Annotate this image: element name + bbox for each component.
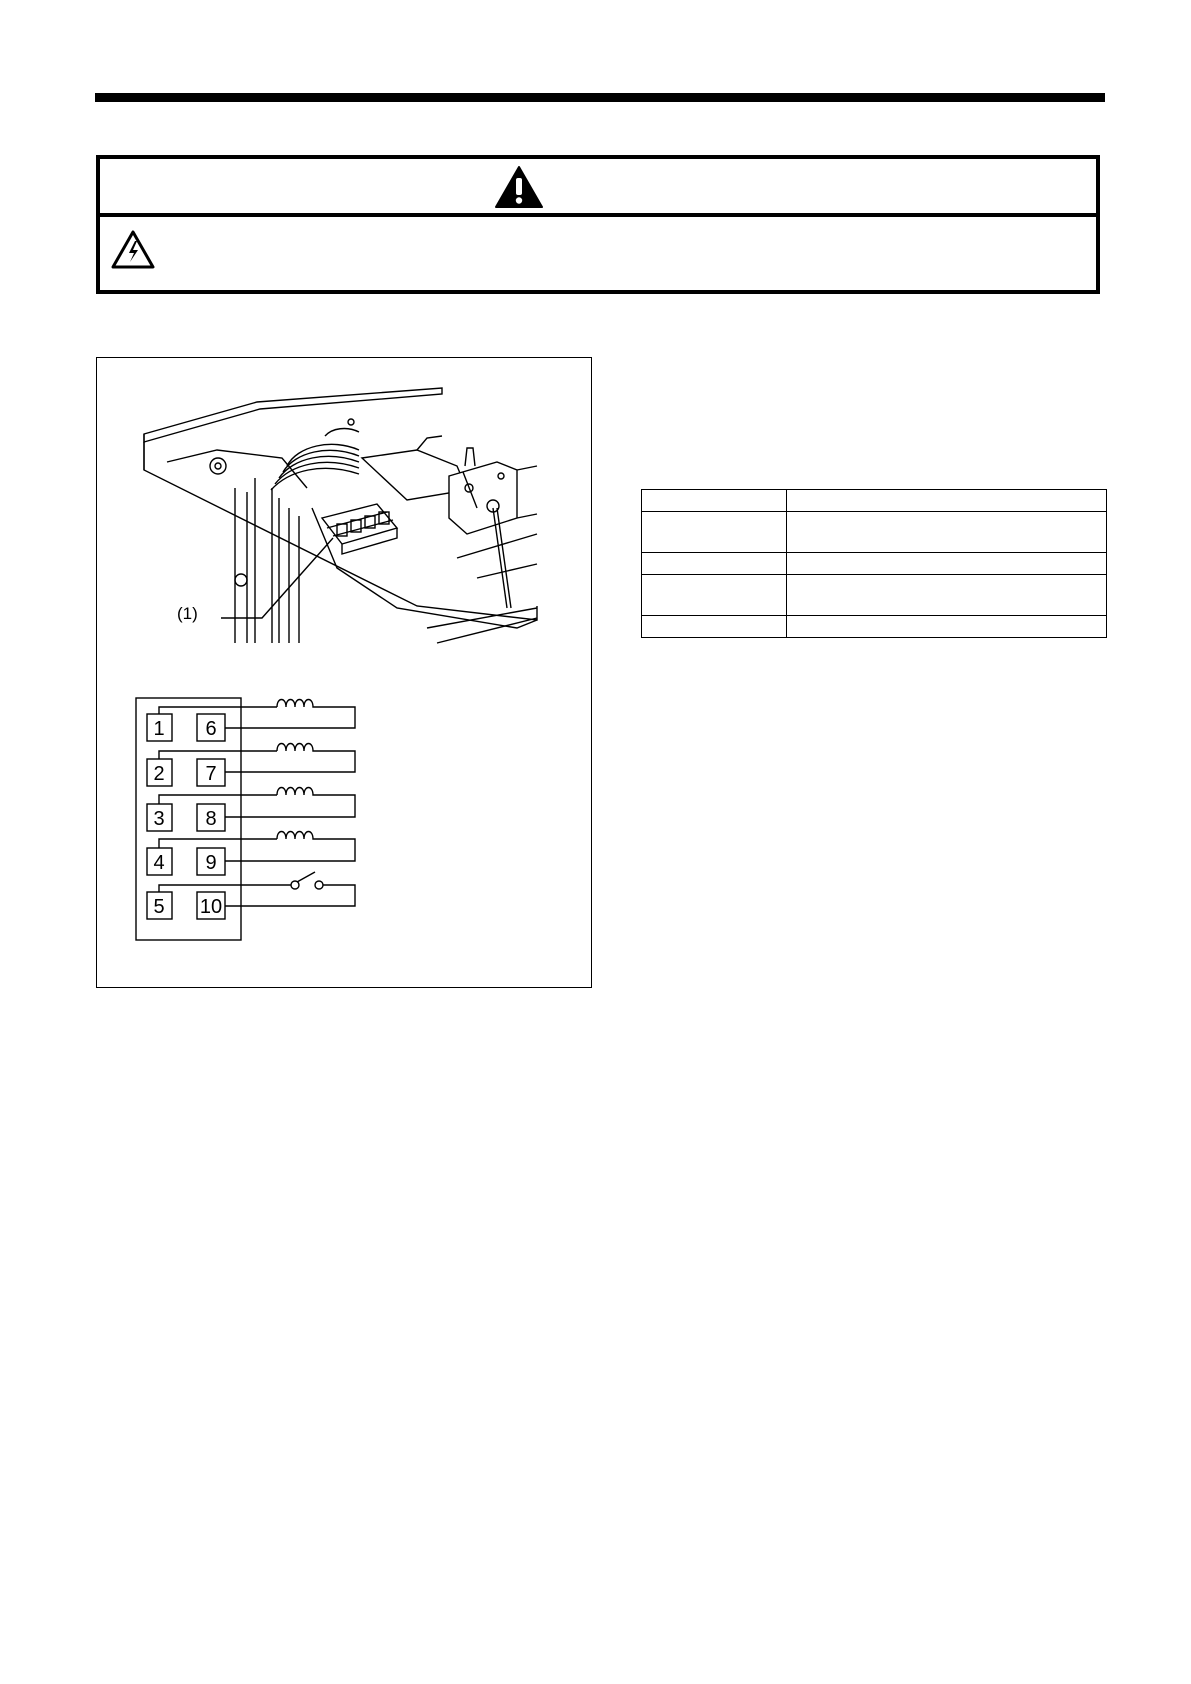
figure-box (96, 357, 592, 988)
table-cell (787, 553, 1107, 575)
table-cell (787, 616, 1107, 638)
header-rule (95, 93, 1105, 102)
table-cell (642, 575, 787, 616)
table-row (642, 512, 1107, 553)
caution-box (96, 155, 1100, 294)
terminal-label: 3 (153, 808, 165, 830)
table-row (642, 553, 1107, 575)
spec-table (641, 489, 1107, 638)
table-cell (787, 490, 1107, 512)
table-cell (642, 490, 787, 512)
sewing-machine-illustration (97, 358, 591, 987)
table-row (642, 575, 1107, 616)
terminal-label: 4 (153, 852, 165, 874)
terminal-label: 5 (153, 896, 165, 918)
table-cell (642, 512, 787, 553)
table-row (642, 616, 1107, 638)
terminal-label: 8 (205, 808, 217, 830)
terminal-label: 6 (205, 718, 217, 740)
caution-header (100, 159, 1096, 217)
electric-shock-icon (110, 229, 156, 271)
terminal-label: 9 (205, 852, 217, 874)
callout-label: (1) (177, 604, 198, 623)
warning-triangle-icon (494, 165, 544, 209)
table-cell (787, 512, 1107, 553)
table-cell (642, 616, 787, 638)
table-cell (642, 553, 787, 575)
terminal-label: 7 (205, 763, 217, 785)
caution-body (100, 213, 1096, 290)
table-cell (787, 575, 1107, 616)
terminal-label: 10 (199, 896, 223, 918)
table-row (642, 490, 1107, 512)
terminal-label: 2 (153, 763, 165, 785)
terminal-label: 1 (153, 718, 165, 740)
